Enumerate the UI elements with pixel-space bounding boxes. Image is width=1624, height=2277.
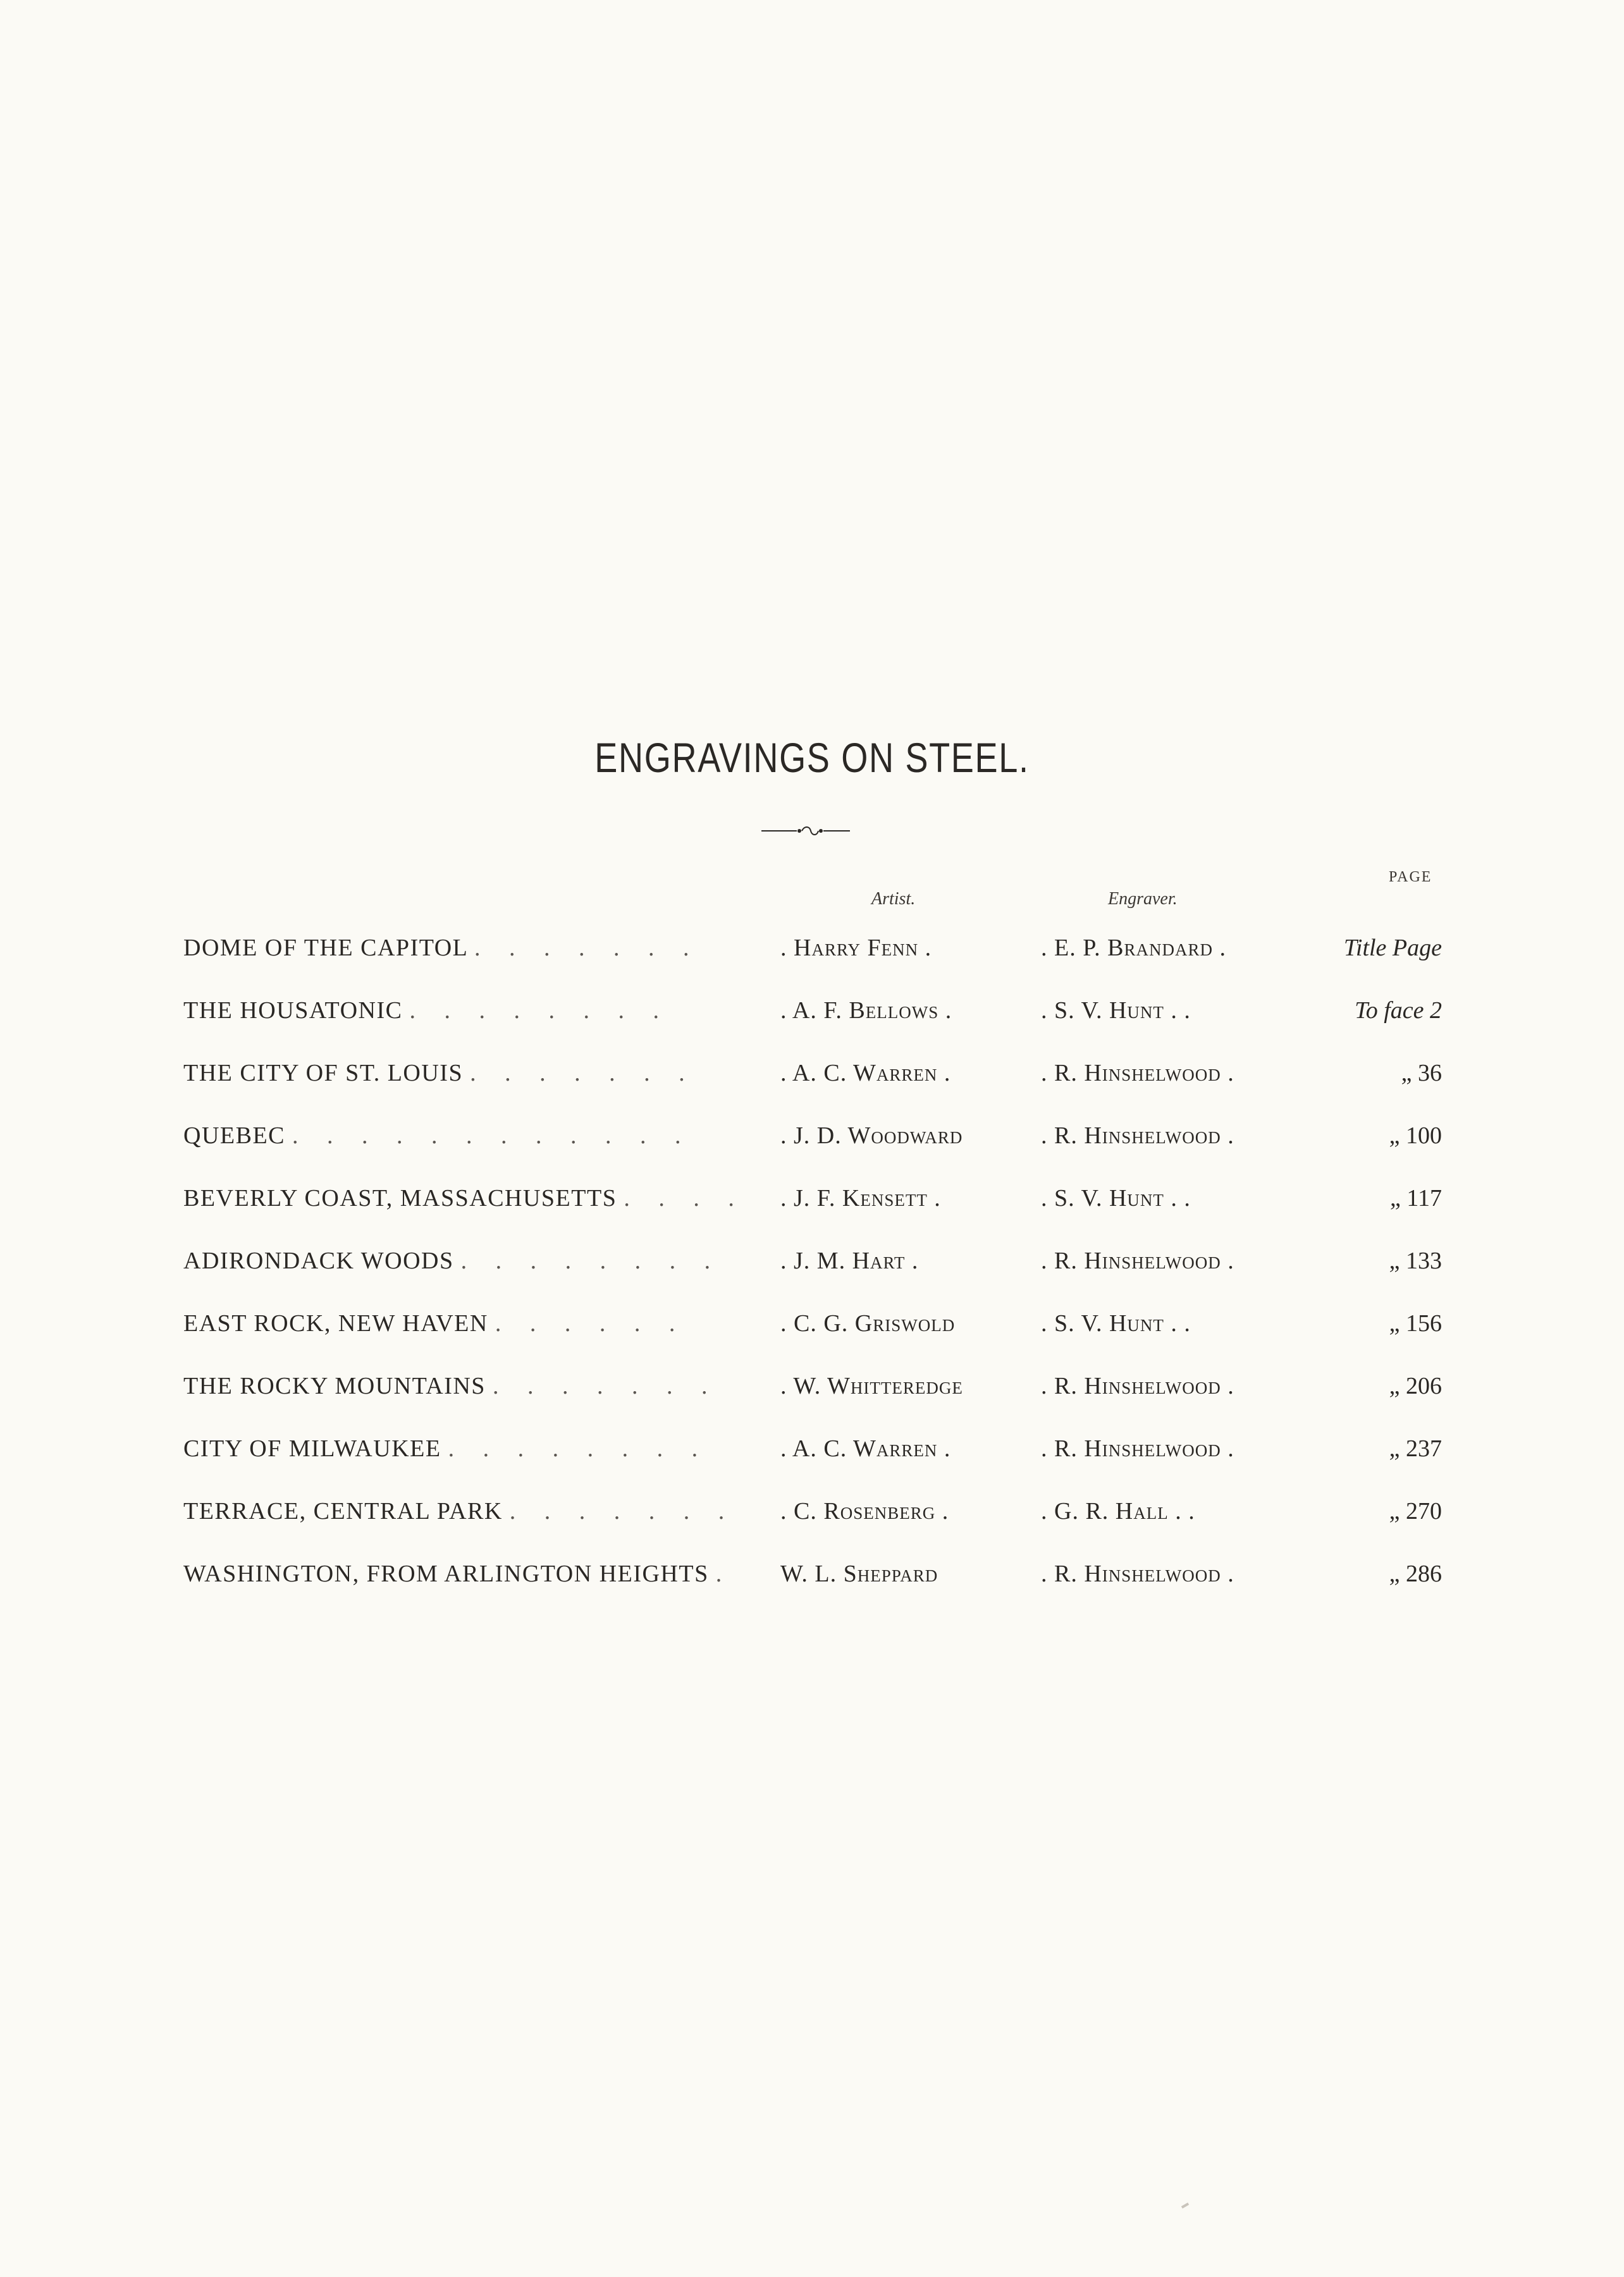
list-item bbox=[183, 1301, 1442, 1364]
list-item bbox=[183, 1114, 1442, 1176]
engraving-title: THE ROCKY MOUNTAINS bbox=[183, 1373, 486, 1399]
engraving-artist: W. L. Sheppard bbox=[780, 1561, 938, 1587]
ornament-rule-icon bbox=[761, 823, 850, 838]
engraving-title: EAST ROCK, NEW HAVEN bbox=[183, 1310, 488, 1337]
engraving-engraver: . R. Hinshelwood . bbox=[1041, 1122, 1234, 1149]
engraving-artist: . Harry Fenn . bbox=[780, 935, 932, 961]
engraving-title: DOME OF THE CAPITOL bbox=[183, 935, 467, 961]
engraving-title: THE HOUSATONIC bbox=[183, 997, 403, 1024]
engraving-page: „ 156 bbox=[1389, 1310, 1442, 1337]
engraving-page: „ 286 bbox=[1389, 1561, 1442, 1587]
engraving-artist: . A. C. Warren . bbox=[780, 1435, 951, 1462]
engraving-artist: . A. C. Warren . bbox=[780, 1060, 951, 1086]
list-item bbox=[183, 1364, 1442, 1427]
engraving-page: „ 270 bbox=[1389, 1498, 1442, 1525]
paper-speck bbox=[1181, 2202, 1189, 2208]
engraving-artist: . J. D. Woodward bbox=[780, 1122, 963, 1149]
engraving-page: „ 100 bbox=[1389, 1122, 1442, 1149]
engraving-page: „ 206 bbox=[1389, 1373, 1442, 1399]
leader-dots: . . . . . . . bbox=[474, 935, 701, 961]
column-header-page: PAGE bbox=[1389, 869, 1432, 885]
engraving-artist: . C. G. Griswold bbox=[780, 1310, 956, 1337]
list-item bbox=[183, 988, 1442, 1051]
leader-dots: . . . . . . . bbox=[470, 1060, 696, 1086]
page-title: ENGRAVINGS ON STEEL. bbox=[594, 734, 1030, 781]
list-item bbox=[183, 1427, 1442, 1489]
engraving-engraver: . R. Hinshelwood . bbox=[1041, 1060, 1234, 1086]
list-item bbox=[183, 926, 1442, 988]
engraving-engraver: . R. Hinshelwood . bbox=[1041, 1561, 1234, 1587]
leader-dots: . . . . bbox=[624, 1185, 746, 1212]
list-item bbox=[183, 1489, 1442, 1552]
leader-dots: . . . . . . bbox=[495, 1310, 687, 1337]
leader-dots: . . . . . . . . bbox=[460, 1248, 722, 1274]
engraving-title: WASHINGTON, FROM ARLINGTON HEIGHTS bbox=[183, 1561, 709, 1587]
engraving-title: QUEBEC bbox=[183, 1122, 285, 1149]
list-item bbox=[183, 1051, 1442, 1114]
engraving-page: „ 133 bbox=[1389, 1248, 1442, 1274]
engraving-title: CITY OF MILWAUKEE bbox=[183, 1435, 441, 1462]
engraving-engraver: . R. Hinshelwood . bbox=[1041, 1435, 1234, 1462]
leader-dots: . . . . . . . . bbox=[448, 1435, 710, 1462]
engraving-engraver: . R. Hinshelwood . bbox=[1041, 1373, 1234, 1399]
engraving-artist: . W. Whitteredge bbox=[780, 1373, 963, 1399]
leader-dots: . . . . . . . bbox=[509, 1498, 736, 1525]
list-item bbox=[183, 1176, 1442, 1239]
engravings-list bbox=[183, 926, 1442, 1614]
engraving-engraver: . S. V. Hunt . . bbox=[1041, 1310, 1191, 1337]
engraving-artist: . J. M. Hart . bbox=[780, 1248, 919, 1274]
engraving-engraver: . R. Hinshelwood . bbox=[1041, 1248, 1234, 1274]
engraving-title: BEVERLY COAST, MASSACHUSETTS bbox=[183, 1185, 617, 1212]
list-item bbox=[183, 1239, 1442, 1301]
leader-dots: . . . . . . . . . . . . bbox=[292, 1122, 692, 1149]
engraving-artist: . J. F. Kensett . bbox=[780, 1185, 941, 1212]
engraving-engraver: . G. R. Hall . . bbox=[1041, 1498, 1195, 1525]
column-header-engraver: Engraver. bbox=[1108, 889, 1178, 909]
engraving-page: „ 117 bbox=[1390, 1185, 1442, 1212]
engraving-page: „ 237 bbox=[1389, 1435, 1442, 1462]
engraving-page: „ 36 bbox=[1401, 1060, 1442, 1086]
engraving-title: ADIRONDACK WOODS bbox=[183, 1248, 454, 1274]
engraving-artist: . A. F. Bellows . bbox=[780, 997, 952, 1024]
engraving-title: THE CITY OF ST. LOUIS bbox=[183, 1060, 464, 1086]
leader-dots: . bbox=[715, 1561, 734, 1587]
engraving-page: Title Page bbox=[1343, 935, 1442, 961]
engraving-page: To face 2 bbox=[1355, 997, 1442, 1024]
leader-dots: . . . . . . . bbox=[492, 1373, 719, 1399]
engraving-artist: . C. Rosenberg . bbox=[780, 1498, 949, 1525]
engraving-engraver: . E. P. Brandard . bbox=[1041, 935, 1226, 961]
list-item bbox=[183, 1552, 1442, 1614]
column-header-artist: Artist. bbox=[871, 889, 916, 909]
leader-dots: . . . . . . . . bbox=[409, 997, 670, 1024]
engraving-engraver: . S. V. Hunt . . bbox=[1041, 997, 1191, 1024]
engraving-engraver: . S. V. Hunt . . bbox=[1041, 1185, 1191, 1212]
engraving-title: TERRACE, CENTRAL PARK bbox=[183, 1498, 503, 1525]
